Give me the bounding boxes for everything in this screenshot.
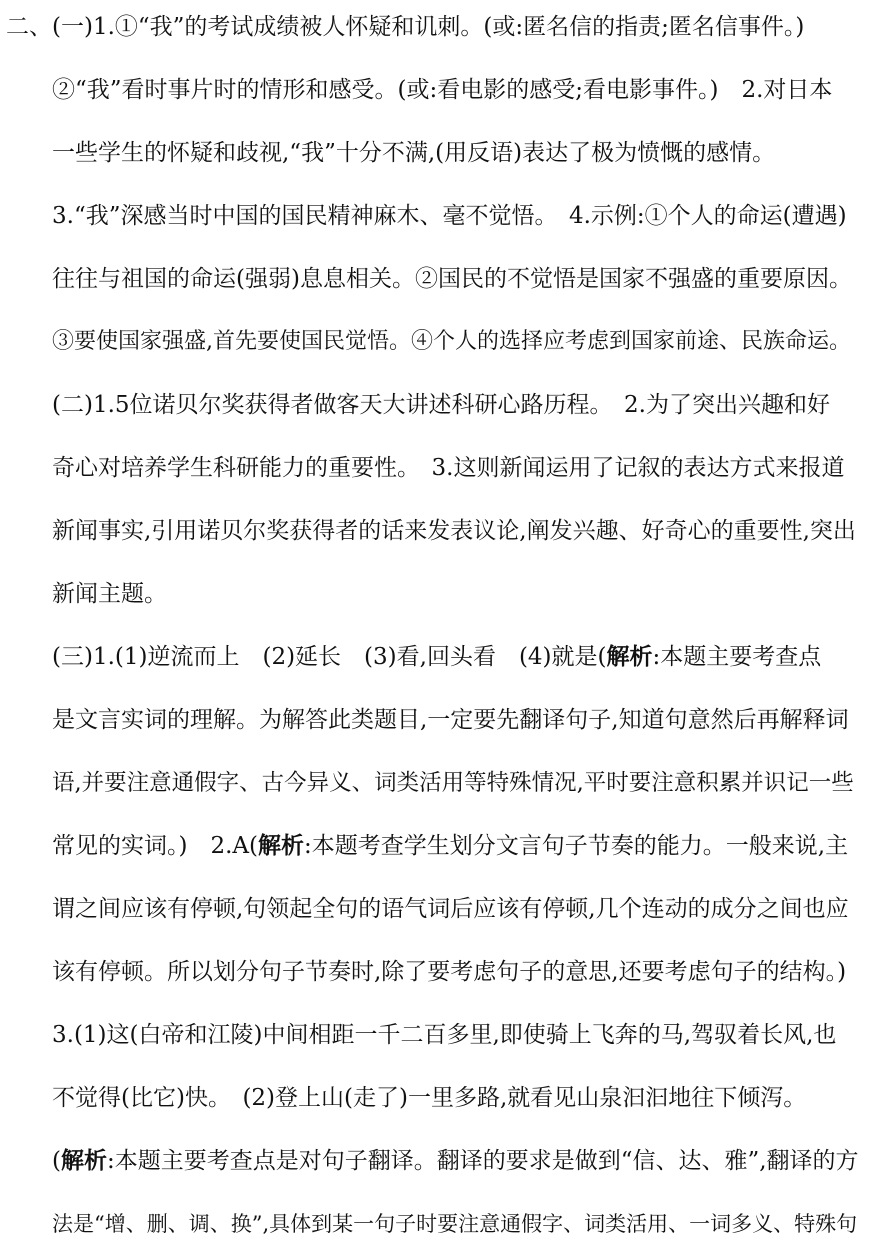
- text-segment: (: [52, 1148, 61, 1174]
- text-segment: :本题考查学生划分文言句子节奏的能力。一般来说,主: [304, 833, 849, 859]
- text-line: 奇心对培养学生科研能力的重要性。 3.这则新闻运用了记叙的表达方式来报道: [52, 455, 845, 481]
- text-line: ②“我”看时事片时的情形和感受。(或:看电影的感受;看电影事件。) 2.对日本: [52, 77, 833, 103]
- text-line: 不觉得(比它)快。 (2)登上山(走了)一里多路,就看见山泉汩汩地往下倾泻。: [52, 1085, 807, 1111]
- text-line: [52, 642, 821, 672]
- text-segment: 常见的实词。) 2.A(: [52, 833, 259, 859]
- text-segment: (三)1.(1)逆流而上 (2)延长 (3)看,回头看 (4)就是(: [52, 644, 607, 670]
- text-line: 一些学生的怀疑和歧视,“我”十分不满,(用反语)表达了极为愤慨的感情。: [52, 140, 776, 166]
- text-line: (二)1.5位诺贝尔奖获得者做客天大讲述科研心路历程。 2.为了突出兴趣和好: [52, 392, 830, 418]
- analysis-label: 解析: [60, 1147, 107, 1174]
- text-line: 3.(1)这(白帝和江陵)中间相距一千二百多里,即使骑上飞奔的马,驾驭着长风,也: [52, 1022, 837, 1048]
- text-segment: :本题主要考查点: [652, 644, 822, 670]
- text-line: 谓之间应该有停顿,句领起全句的语气词后应该有停顿,几个连动的成分之间也应: [52, 896, 849, 922]
- text-line: 新闻事实,引用诺贝尔奖获得者的话来发表议论,阐发兴趣、好奇心的重要性,突出: [52, 518, 856, 544]
- text-line: ③要使国家强盛,首先要使国民觉悟。④个人的选择应考虑到国家前途、民族命运。: [52, 329, 851, 354]
- analysis-label: 解析: [258, 832, 305, 859]
- text-line: 是文言实词的理解。为解答此类题目,一定要先翻译句子,知道句意然后再解释词: [52, 707, 849, 733]
- text-line: 往往与祖国的命运(强弱)息息相关。②国民的不觉悟是国家不强盛的重要原因。: [52, 266, 852, 292]
- text-line: 该有停顿。所以划分句子节奏时,除了要考虑句子的意思,还要考虑句子的结构。): [52, 959, 847, 985]
- text-line: 法是“增、删、调、换”,具体到某一句子时要注意通假字、词类活用、一词多义、特殊句: [52, 1212, 858, 1236]
- text-line: [52, 831, 848, 861]
- text-segment: :本题主要考查点是对句子翻译。翻译的要求是做到“信、达、雅”,翻译的方: [106, 1148, 859, 1174]
- text-line: 新闻主题。: [52, 581, 167, 607]
- analysis-label: 解析: [606, 643, 653, 670]
- text-line: 二、(一)1.①“我”的考试成绩被人怀疑和讥刺。(或:匿名信的指责;匿名信事件。): [6, 14, 805, 40]
- text-line: 3.“我”深感当时中国的国民精神麻木、毫不觉悟。 4.示例:①个人的命运(遭遇): [52, 203, 847, 229]
- text-line: [52, 1146, 859, 1176]
- text-line: 语,并要注意通假字、古今异义、词类活用等特殊情况,平时要注意积累并识记一些: [52, 770, 854, 796]
